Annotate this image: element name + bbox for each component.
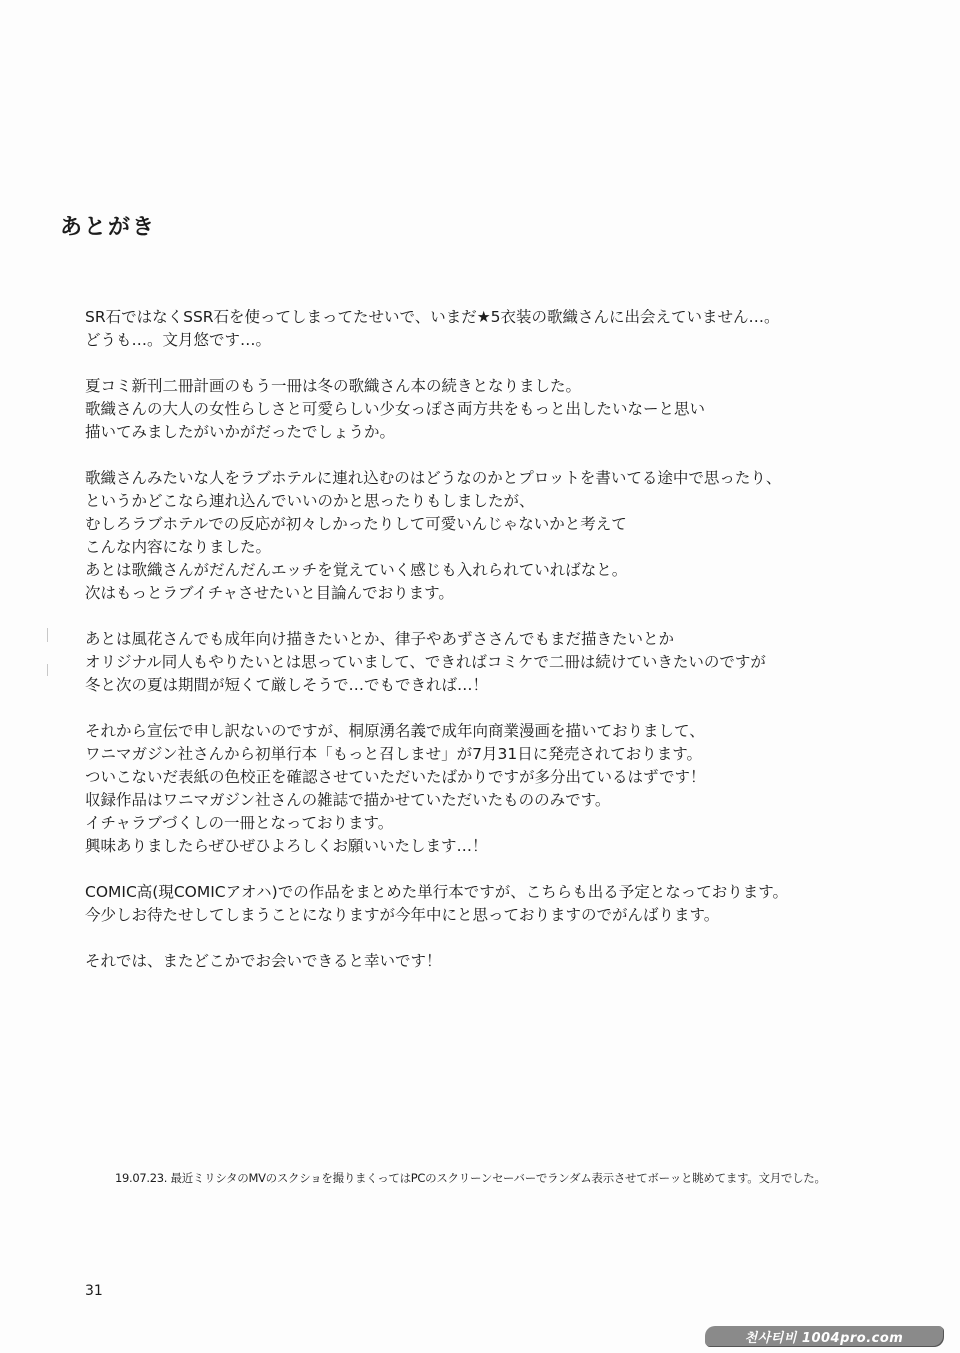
text-line: あとは風花さんでも成年向け描きたいとか、律子やあずささんでもまだ描きたいとか	[85, 630, 675, 648]
text-line: ワニマガジン社さんから初単行本「もっと召しませ」が7月31日に発売されております。	[85, 745, 702, 763]
text-line: 冬と次の夏は期間が短くて厳しそうで…でもできれば…！	[85, 676, 489, 694]
text-line: こんな内容になりました。	[85, 538, 272, 556]
afterword-body	[85, 306, 865, 996]
paragraph	[85, 375, 865, 444]
text-line: 描いてみましたがいかがだったでしょうか。	[85, 423, 396, 441]
page-heading: あとがき	[60, 215, 157, 240]
paragraph	[85, 720, 865, 858]
paragraph	[85, 467, 865, 605]
watermark-text: 천사티비 1004pro.com	[744, 1330, 904, 1346]
text-line: 次はもっとラブイチャさせたいと目論んでおります。	[85, 584, 454, 602]
paragraph	[85, 628, 865, 697]
text-line: 歌織さんみたいな人をラブホテルに連れ込むのはどうなのかとプロットを書いてる途中で思ったり、	[85, 469, 782, 487]
text-line: というかどこなら連れ込んでいいのかと思ったりもしましたが、	[85, 492, 535, 510]
paragraph	[85, 306, 865, 352]
text-line: オリジナル同人もやりたいとは思っていまして、できればコミケで二冊は続けていきたいのですが	[85, 653, 766, 671]
footnote: 19.07.23. 最近ミリシタのMVのスクショを撮りまくってはPCのスクリーンセーバーでランダム表示させてボーッと眺めてます。文月でした。	[115, 1171, 826, 1185]
text-line: 興味ありましたらぜひぜひよろしくお願いいたします…！	[85, 837, 488, 855]
watermark-banner[interactable]	[705, 1326, 943, 1346]
text-line: どうも…。文月悠です…。	[85, 331, 272, 349]
text-line: 歌織さんの大人の女性らしさと可愛らしい少女っぽさ両方共をもっと出したいなーと思い	[85, 400, 706, 418]
paragraph	[85, 881, 865, 927]
text-line: むしろラブホテルでの反応が初々しかったりして可愛いんじゃないかと考えて	[85, 515, 627, 533]
text-line: COMIC高(現COMICアオハ)での作品をまとめた単行本ですが、こちらも出る予定となっております。	[85, 883, 788, 901]
page-number: 31	[85, 1283, 103, 1299]
text-line: 収録作品はワニマガジン社さんの雑誌で描かせていただいたもののみです。	[85, 791, 611, 809]
text-line: 今少しお待たせしてしまうことになりますが今年中にと思っておりますのでがんばります。	[85, 906, 720, 924]
scan-mark	[47, 628, 48, 642]
text-line: イチャラブづくしの一冊となっております。	[85, 814, 394, 832]
text-line: ついこないだ表紙の色校正を確認させていただいたばかりですが多分出ているはずです！	[85, 768, 706, 786]
scan-mark	[47, 664, 48, 676]
text-line: それから宣伝で申し訳ないのですが、桐原湧名義で成年向商業漫画を描いておりまして、	[85, 722, 705, 740]
text-line: それでは、またどこかでお会いできると幸いです！	[85, 952, 442, 970]
text-line: あとは歌織さんがだんだんエッチを覚えていく感じも入れられていればなと。	[85, 561, 628, 579]
paragraph	[85, 950, 865, 973]
text-line: 夏コミ新刊二冊計画のもう一冊は冬の歌織さん本の続きとなりました。	[85, 377, 582, 395]
text-line: SR石ではなくSSR石を使ってしまってたせいで、いまだ★5衣装の歌織さんに出会えていません…。	[85, 308, 780, 326]
